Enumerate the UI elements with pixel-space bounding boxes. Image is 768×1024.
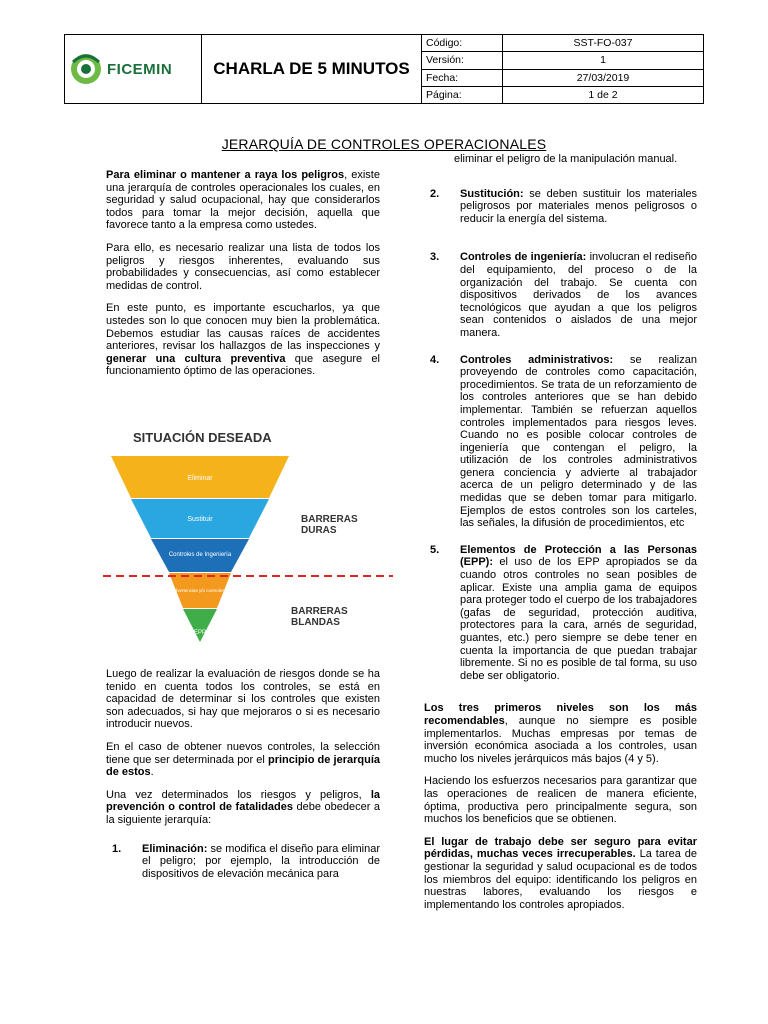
list-number: 2.	[430, 187, 440, 200]
list-text	[460, 188, 697, 226]
list-number: 4.	[430, 353, 440, 366]
label-barreras-blandas: BARRERAS BLANDAS	[291, 606, 348, 628]
header-title: CHARLA DE 5 MINUTOS	[202, 35, 422, 104]
company-logo	[69, 35, 197, 103]
intro-text: , existe una jerarquía de controles operacionales los cuales, en seguridad y salud ocupacional, hay que considerarlos todos para tomar la mejor decisión, aquella que favorece tanto a la empresa como ustedes.	[106, 169, 380, 232]
date-label: Fecha:	[422, 69, 503, 86]
list-item-epp	[424, 544, 697, 683]
list-text	[460, 251, 697, 339]
list-item-eliminacion	[106, 843, 380, 881]
logo-cell	[65, 35, 202, 104]
prevention-text-b: debe obedecer a la siguiente jerarquía:	[106, 801, 380, 826]
prevention-text-a: Una vez determinados los riesgos y peligros,	[106, 788, 371, 801]
list-item-ingenieria	[424, 251, 697, 339]
level-epp	[183, 609, 217, 642]
list-text	[460, 354, 697, 530]
recommended-text: , aunque no siempre es posible implementarlos. Muchas empresas por temas de inversión económica asociada a los controles, usan mucho los niveles jerárquicos más bajos (4 y 5).	[424, 714, 697, 765]
continuation-text: eliminar el peligro de la manipulación manual.	[454, 153, 678, 165]
paragraph-recommended	[424, 702, 697, 765]
gear-leaf-icon	[69, 52, 103, 86]
list-item-sustitucion	[424, 188, 697, 226]
list-item-title: Eliminación:	[142, 842, 208, 855]
list-item-title: Controles administrativos:	[460, 353, 614, 366]
figure-title: SITUACIÓN DESEADA	[133, 430, 272, 445]
workplace-text: La tarea de gestionar la seguridad y salud ocupacional es de todos los miembros del equipo: identificando los peligros en nuestras labores, evaluando los riesgos e implementando los controles apropiados.	[424, 848, 698, 911]
selection-text-a: En el caso de obtener nuevos controles, la selección tiene que ser determinada por el	[106, 740, 380, 766]
listen-text-b: que asegure el funcionamiento óptimo de las operaciones.	[106, 352, 380, 378]
left-column-bottom	[106, 668, 380, 890]
level-label-eliminar: Eliminar	[187, 475, 213, 482]
version-value: 1	[503, 52, 704, 69]
label-barreras-duras: BARRERAS DURAS	[301, 514, 358, 536]
list-item-body: se deben sustituir los materiales peligrosos por materiales menos peligrosos o reducir la energía del sistema.	[460, 187, 697, 225]
date-value: 27/03/2019	[503, 69, 704, 86]
paragraph-listen	[106, 302, 380, 378]
listen-text-a: En este punto, es importante escucharlos, ya que ustedes son lo que conocen muy bien la problemática. Debemos estudiar las causas raíces de accidentes anteriores, revisar los hallazgos de las inspecciones y	[106, 302, 380, 353]
list-item-body: involucran el rediseño del equipamiento, del proceso o de la organización del trabajo. Se cuenta con dispositivos derivados de los avances tecnológicos que ayudan a que los peligros sean contenidos o aislados de una mejor manera.	[460, 251, 697, 339]
list-item-body: el uso de los EPP apropiados se da cuando otros controles no sean posibles de aplicar. Existe una amplia gama de equipos para proteger todo el cuerpo de los trabajadores (gafas de seguridad, protección auditiva, protectores para la cara, arnés de seguridad, guantes, etc.) pero siempre se debe tener en cuenta la importancia de que puedan trabajar libremente. Si no es posible de tal forma, su uso debe ser obligatorio.	[460, 556, 697, 682]
paragraph-selection	[106, 741, 380, 779]
paragraph-evaluation: Luego de realizar la evaluación de riesgos donde se ha tenido en cuenta todos los controles, se está en capacidad de determinar si los controles que existen son adecuados, si hay que mejoraros o si es necesario introducir nuevos.	[106, 668, 380, 731]
list-item-title: Controles de ingeniería:	[460, 251, 587, 264]
list-item-administrativos	[424, 354, 697, 530]
level-label-administrativos: Señalización, advertencias y/o controles administrativos	[144, 588, 256, 593]
level-label-epp: EPP	[193, 630, 207, 636]
selection-text-b: .	[150, 766, 154, 779]
recommended-bold: Los tres primeros niveles son los más recomendables	[424, 702, 697, 727]
workplace-bold: El lugar de trabajo debe ser seguro para evitar pérdidas, muchas veces irrecuperables.	[424, 835, 697, 861]
intro-bold: Para eliminar o mantener a raya los peligros	[106, 169, 345, 181]
list-item-title: Elementos de Protección a las Personas (EPP):	[460, 543, 697, 569]
list-text	[460, 544, 697, 683]
level-label-ingenieria: Controles de Ingeniería	[168, 552, 232, 558]
paragraph-workplace	[424, 836, 697, 912]
list-item-title: Sustitución:	[460, 187, 524, 200]
code-value: SST-FO-037	[503, 35, 704, 52]
list-number: 3.	[430, 251, 440, 264]
document-title: JERARQUÍA DE CONTROLES OPERACIONALES	[221, 136, 547, 152]
selection-bold: principio de jerarquía de estos	[106, 753, 381, 779]
left-column-top	[106, 169, 380, 388]
listen-bold: generar una cultura preventiva	[106, 352, 286, 365]
paragraph-intro	[106, 169, 380, 232]
list-text	[142, 843, 380, 881]
paragraph-list: Para ello, es necesario realizar una lista de todos los peligros y riesgos inherentes, evaluando sus probabilidades y consecuencias, así como establecer medidas de control.	[106, 241, 380, 292]
list-item-body: se realizan proveyendo de controles como capacitación, procedimientos. Se trata de un reforzamiento de los controles anteriores que se han debido implementar. También se refuerzan aquellos controles implementados para riesgos leves. Cuando no es posible colocar controles de ingeniería que contengan el peligro, la utilización de los controles administrativos genera conciencia y advierte al trabajador acerca de un peligro determinado y de las medidas que se deben tomar para mitigarlo. Ejemplos de estos controles son los carteles, las señales, la difusión de procedimientos, etc	[460, 353, 697, 530]
version-label: Versión:	[422, 52, 503, 69]
paragraph-prevention	[106, 789, 380, 827]
page-label: Página:	[422, 86, 503, 103]
prevention-bold: la prevención o control de fatalidades	[106, 788, 380, 814]
page-value: 1 de 2	[503, 86, 704, 103]
level-label-sustituir: Sustituir	[187, 516, 213, 523]
list-number: 1.	[112, 842, 122, 855]
paragraph-efforts: Haciendo los esfuerzos necesarios para garantizar que las operaciones de realicen de manera eficiente, óptima, productiva pero principalmente segura, son muchos los beneficios que se obtienen.	[424, 775, 697, 826]
list-number: 5.	[430, 543, 440, 556]
right-column	[424, 153, 697, 921]
list-item-body: se modifica el diseño para eliminar el peligro; por ejemplo, la introducción de dispositivos de elevación mecánica para	[142, 842, 380, 880]
logo-text: FICEMIN	[107, 60, 173, 78]
hierarchy-figure	[103, 420, 393, 655]
code-label: Código:	[422, 35, 503, 52]
document-header	[64, 34, 704, 104]
